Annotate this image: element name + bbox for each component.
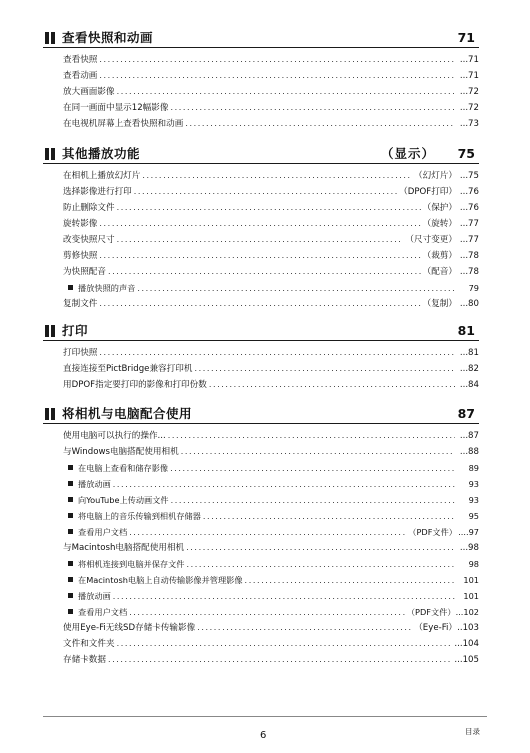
entry-page: ...80 [459,299,479,309]
entry-note: （保护） [422,203,457,213]
entry-label: 打印快照 [63,348,98,358]
square-bullet-icon [68,481,73,486]
square-bullet-icon [68,577,73,582]
dot-leader [113,477,455,493]
entry-label: 与Windows电脑搭配使用相机 [63,447,179,457]
dot-leader [209,377,455,393]
section-title[interactable]: 将相机与电脑配合使用 [62,406,193,421]
toc-entry[interactable] [63,264,479,280]
toc-entry[interactable] [63,444,479,460]
dot-leader [171,493,455,509]
entry-label: 旋转影像 [63,219,98,229]
entry-label: 在同一画面中显示12幅影像 [63,103,169,113]
entry-page: 98 [468,559,479,569]
toc-section-computer [43,406,479,668]
toc-subentry[interactable] [63,508,479,524]
entry-page: ...72 [459,87,479,97]
toc-subentry[interactable] [63,476,479,492]
toc-entry[interactable] [63,652,479,668]
dot-leader [245,573,455,589]
entry-page: ...72 [459,103,479,113]
entry-page: ...104 [454,639,479,649]
toc-section-view [43,30,479,132]
section-marker-icon [45,325,57,337]
dot-leader [194,361,455,377]
dot-leader [108,264,421,280]
toc-subentry[interactable] [63,556,479,572]
dot-leader [99,52,455,68]
entry-page: 79 [468,283,479,293]
entry-label: 使用电脑可以执行的操作... [63,431,166,441]
dot-leader [108,652,452,668]
section-header [43,406,479,424]
dot-leader [137,281,455,297]
toc-entry[interactable] [63,168,479,184]
dot-leader [117,200,421,216]
toc-entry[interactable] [63,248,479,264]
toc-section-other-playback [43,146,479,312]
dot-leader [99,345,455,361]
entry-note: （幻灯片） [414,171,457,181]
dot-leader [185,116,455,132]
section-marker-icon [45,32,57,44]
entry-page: ..103 [457,623,479,633]
entry-label: 在相机上播放幻灯片 [63,171,141,181]
entry-label: 直接连接至PictBridge兼容打印机 [63,364,193,374]
entry-label: 播放快照的声音 [78,283,136,293]
entry-label: 使用Eye-Fi无线SD存储卡传输影像 [63,623,196,633]
entry-note: （PDF文件） [406,607,456,617]
entry-label: 选择影像进行打印 [63,187,132,197]
entry-list [63,168,479,312]
entry-label: 查看用户文档 [78,527,128,537]
toc-entry[interactable] [63,100,479,116]
square-bullet-icon [68,609,73,614]
toc-entry[interactable] [63,52,479,68]
dot-leader [99,216,420,232]
section-title[interactable]: 打印 [62,323,89,338]
toc-entry[interactable] [63,116,479,132]
toc-subentry[interactable] [63,572,479,588]
entry-label: 向YouTube上传动画文件 [78,495,169,505]
toc-entry[interactable] [63,216,479,232]
entry-note: （旋转） [422,219,457,229]
entry-page: ...87 [459,431,479,441]
toc-entry[interactable] [63,200,479,216]
entry-label: 将相机连接到电脑并保存文件 [78,559,185,569]
dot-leader [129,605,405,621]
entry-page: ...88 [459,447,479,457]
dot-leader [99,68,455,84]
toc-subentry[interactable] [63,588,479,604]
toc-subentry[interactable] [63,524,479,540]
entry-page: 101 [463,591,479,601]
section-title[interactable]: 查看快照和动画 [62,30,154,45]
entry-page: ...81 [459,348,479,358]
toc-subentry[interactable] [63,604,479,620]
dot-leader [203,509,455,525]
section-extra: （显示） [380,146,435,161]
entry-label: 查看用户文档 [78,607,128,617]
entry-label: 在电视机屏幕上查看快照和动画 [63,119,184,129]
entry-label: 查看动画 [63,71,98,81]
dot-leader [117,232,404,248]
entry-page: ...76 [459,203,479,213]
square-bullet-icon [68,593,73,598]
entry-label: 复制文件 [63,299,98,309]
section-page[interactable]: 75 [457,146,475,161]
toc-entry[interactable] [63,620,479,636]
section-header [43,146,479,164]
entry-page: ...98 [459,543,479,553]
entry-note: （PDF文件） [408,527,457,537]
dot-leader [181,444,455,460]
entry-label: 存储卡数据 [63,655,106,665]
dot-leader [99,296,420,312]
entry-page: 93 [468,495,479,505]
entry-page: ...75 [459,171,479,181]
footer-page-number: 6 [260,730,267,741]
entry-label: 与Macintosh电脑搭配使用相机 [63,543,185,553]
entry-page: ...78 [459,251,479,261]
dot-leader [186,557,455,573]
dot-leader [142,168,412,184]
entry-page: ...102 [455,607,479,617]
entry-page: 93 [468,479,479,489]
entry-list [63,345,479,393]
entry-list [63,428,479,668]
section-marker-icon [45,148,57,160]
dot-leader [170,100,455,116]
entry-page: ...82 [459,364,479,374]
section-header [43,30,479,48]
entry-page: ...71 [459,71,479,81]
toc-entry[interactable] [63,184,479,200]
dot-leader [117,636,453,652]
dot-leader [129,525,406,541]
entry-page: ...84 [459,380,479,390]
square-bullet-icon [68,497,73,502]
toc-section-print [43,323,479,393]
dot-leader [197,620,412,636]
toc-subentry[interactable] [63,280,479,296]
entry-label: 将电脑上的音乐传输到相机存储器 [78,511,201,521]
entry-page: ...77 [459,235,479,245]
entry-label: 播放动画 [78,479,111,489]
entry-note: （DPOF打印） [399,187,457,197]
dot-leader [186,540,455,556]
toc-subentry[interactable] [63,492,479,508]
entry-label: 为快照配音 [63,267,106,277]
entry-label: 播放动画 [78,591,111,601]
entry-label: 在电脑上查看和储存影像 [78,463,169,473]
toc-entry[interactable] [63,377,479,393]
entry-page: 89 [468,463,479,473]
toc-entry[interactable] [63,68,479,84]
section-marker-icon [45,408,57,420]
entry-page: ...105 [454,655,479,665]
section-page[interactable]: 71 [457,30,475,45]
dot-leader [134,184,397,200]
square-bullet-icon [68,465,73,470]
dot-leader [113,589,455,605]
entry-page: ...71 [459,55,479,65]
section-page[interactable]: 87 [457,406,475,421]
square-bullet-icon [68,561,73,566]
toc-entry[interactable] [63,361,479,377]
toc-entry[interactable] [63,84,479,100]
square-bullet-icon [68,529,73,534]
section-title[interactable]: 其他播放功能 [62,146,141,161]
entry-page: ....97 [458,527,479,537]
dot-leader [170,461,455,477]
entry-label: 查看快照 [63,55,98,65]
dot-leader [117,84,455,100]
footer-divider [43,716,487,717]
entry-label: 放大画面影像 [63,87,115,97]
toc-entry[interactable] [63,636,479,652]
toc-entry[interactable] [63,232,479,248]
entry-label: 改变快照尺寸 [63,235,115,245]
entry-page: ...77 [459,219,479,229]
section-page[interactable]: 81 [457,323,475,338]
entry-note: （Eye-Fi） [414,623,457,633]
entry-label: 防止删除文件 [63,203,115,213]
entry-page: 95 [468,511,479,521]
dot-leader [168,428,455,444]
entry-page: 101 [463,575,479,585]
entry-note: （尺寸变更） [405,235,457,245]
entry-page: ...73 [459,119,479,129]
section-header [43,323,479,341]
square-bullet-icon [68,513,73,518]
entry-page: ...78 [459,267,479,277]
entry-note: （裁剪） [422,251,457,261]
toc-subentry[interactable] [63,460,479,476]
entry-list [63,52,479,132]
square-bullet-icon [68,285,73,290]
entry-page: ...76 [459,187,479,197]
entry-label: 在Macintosh电脑上自动传输影像并管理影像 [78,575,243,585]
dot-leader [99,248,420,264]
entry-label: 文件和文件夹 [63,639,115,649]
toc-entry[interactable] [63,345,479,361]
toc-entry[interactable] [63,296,479,312]
toc-entry[interactable] [63,428,479,444]
entry-note: （配音） [422,267,457,277]
toc-entry[interactable] [63,540,479,556]
entry-note: （复制） [422,299,457,309]
entry-label: 剪修快照 [63,251,98,261]
entry-label: 用DPOF指定要打印的影像和打印份数 [63,380,207,390]
footer-label[interactable]: 目录 [465,727,480,736]
